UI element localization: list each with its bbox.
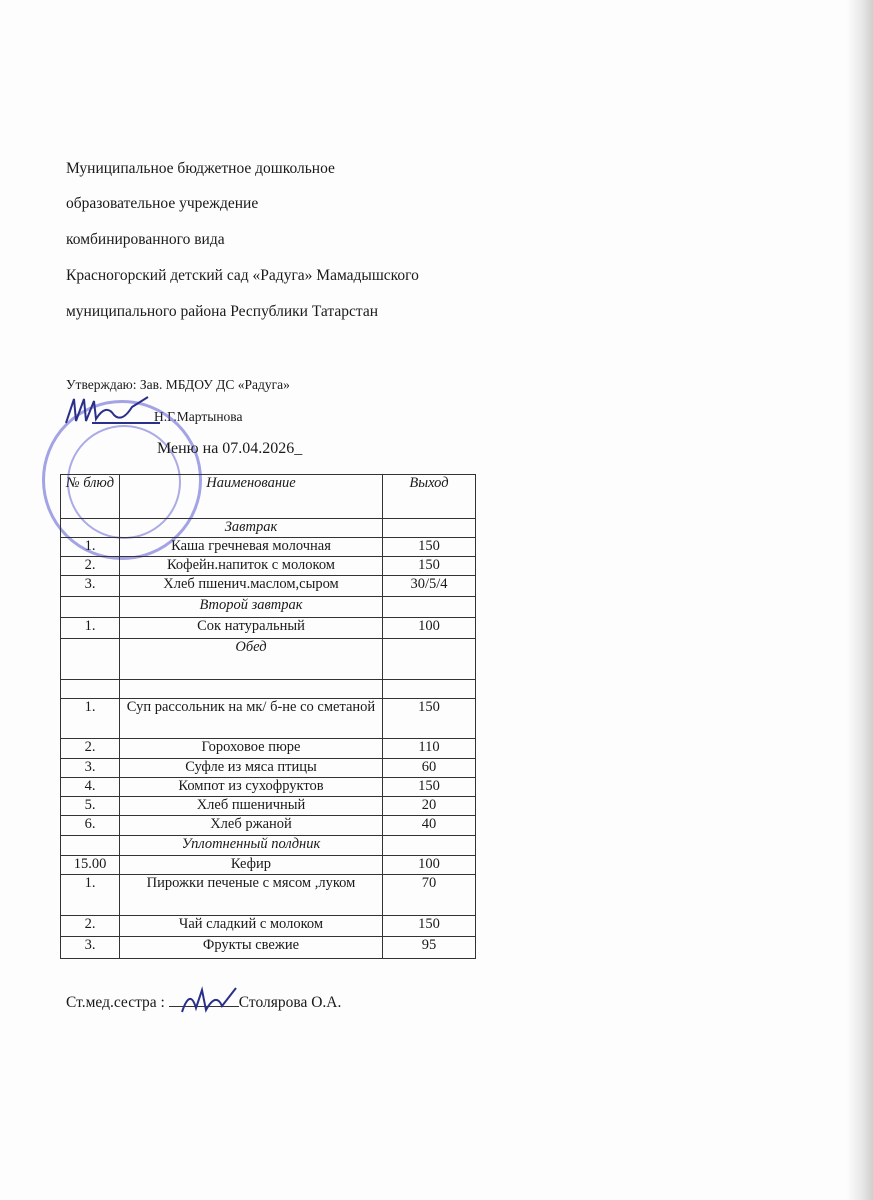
cell-empty bbox=[383, 836, 476, 856]
nurse-signature bbox=[176, 984, 246, 1016]
dish-output: 95 bbox=[383, 937, 476, 959]
dish-name: Каша гречневая молочная bbox=[120, 538, 383, 557]
dish-output bbox=[383, 680, 476, 699]
table-row bbox=[61, 538, 476, 557]
table-row bbox=[61, 739, 476, 759]
approval-line: Утверждаю: Зав. МБДОУ ДС «Радуга» bbox=[66, 377, 290, 392]
dish-name: Чай сладкий с молоком bbox=[120, 916, 383, 937]
table-row bbox=[61, 680, 476, 699]
section-name: Обед bbox=[120, 639, 383, 680]
dish-number: 1. bbox=[61, 875, 120, 916]
org-line-4: Красногорский детский сад «Радуга» Мамадышского bbox=[66, 267, 419, 284]
dish-name: Кофейн.напиток с молоком bbox=[120, 557, 383, 576]
table-header-row bbox=[61, 475, 476, 519]
table-row bbox=[61, 759, 476, 778]
dish-output: 40 bbox=[383, 816, 476, 836]
dish-output: 20 bbox=[383, 797, 476, 816]
table-row bbox=[61, 816, 476, 836]
cell-empty bbox=[61, 597, 120, 618]
dish-number: 3. bbox=[61, 576, 120, 597]
dish-name: Сок натуральный bbox=[120, 618, 383, 639]
dish-name: Фрукты свежие bbox=[120, 937, 383, 959]
dish-number: 3. bbox=[61, 937, 120, 959]
dish-output: 150 bbox=[383, 916, 476, 937]
section-row bbox=[61, 519, 476, 538]
table-row bbox=[61, 916, 476, 937]
section-row bbox=[61, 639, 476, 680]
dish-number: 3. bbox=[61, 759, 120, 778]
dish-output: 150 bbox=[383, 699, 476, 739]
org-line-1: Муниципальное бюджетное дошкольное bbox=[66, 160, 335, 177]
dish-number: 1. bbox=[61, 699, 120, 739]
dish-name: Компот из сухофруктов bbox=[120, 778, 383, 797]
dish-name: Суп рассольник на мк/ б-не со сметаной bbox=[120, 699, 383, 739]
menu-table bbox=[60, 474, 476, 959]
section-name: Уплотненный полдник bbox=[120, 836, 383, 856]
dish-number bbox=[61, 680, 120, 699]
section-name: Второй завтрак bbox=[120, 597, 383, 618]
dish-output: 150 bbox=[383, 557, 476, 576]
cell-empty bbox=[383, 519, 476, 538]
dish-output: 70 bbox=[383, 875, 476, 916]
section-row bbox=[61, 597, 476, 618]
header-number: № блюд bbox=[61, 475, 120, 519]
dish-output: 110 bbox=[383, 739, 476, 759]
dish-number: 1. bbox=[61, 618, 120, 639]
section-row bbox=[61, 836, 476, 856]
cell-empty bbox=[61, 836, 120, 856]
dish-name: Хлеб пшенич.маслом,сыром bbox=[120, 576, 383, 597]
table-row bbox=[61, 875, 476, 916]
dish-number: 6. bbox=[61, 816, 120, 836]
director-signature bbox=[62, 393, 162, 429]
dish-output: 100 bbox=[383, 618, 476, 639]
dish-number: 5. bbox=[61, 797, 120, 816]
dish-number: 15.00 bbox=[61, 856, 120, 875]
section-name: Завтрак bbox=[120, 519, 383, 538]
table-row bbox=[61, 778, 476, 797]
dish-name: Пирожки печеные с мясом ,луком bbox=[120, 875, 383, 916]
dish-output: 30/5/4 bbox=[383, 576, 476, 597]
footer-label: Ст.мед.сестра : bbox=[66, 994, 169, 1011]
table-row bbox=[61, 856, 476, 875]
org-line-5: муниципального района Республики Татарстан bbox=[66, 303, 379, 320]
table-row bbox=[61, 618, 476, 639]
dish-output: 100 bbox=[383, 856, 476, 875]
scan-edge-shadow bbox=[847, 0, 873, 1200]
dish-name: Хлеб пшеничный bbox=[120, 797, 383, 816]
header-output: Выход bbox=[383, 475, 476, 519]
nurse-name: Столярова О.А. bbox=[238, 994, 342, 1011]
menu-title: Меню на 07.04.2026_ bbox=[157, 440, 303, 457]
dish-number: 2. bbox=[61, 739, 120, 759]
dish-number: 1. bbox=[61, 538, 120, 557]
header-name: Наименование bbox=[120, 475, 383, 519]
dish-number: 2. bbox=[61, 557, 120, 576]
approver-name: Н.Г.Мартынова bbox=[154, 409, 243, 424]
dish-output: 60 bbox=[383, 759, 476, 778]
dish-number: 2. bbox=[61, 916, 120, 937]
table-row bbox=[61, 699, 476, 739]
cell-empty bbox=[61, 639, 120, 680]
cell-empty bbox=[383, 597, 476, 618]
org-line-3: комбинированного вида bbox=[66, 231, 225, 248]
table-row bbox=[61, 937, 476, 959]
cell-empty bbox=[61, 519, 120, 538]
dish-output: 150 bbox=[383, 778, 476, 797]
dish-name: Хлеб ржаной bbox=[120, 816, 383, 836]
table-row bbox=[61, 557, 476, 576]
dish-name: Гороховое пюре bbox=[120, 739, 383, 759]
table-row bbox=[61, 797, 476, 816]
dish-output: 150 bbox=[383, 538, 476, 557]
dish-name bbox=[120, 680, 383, 699]
dish-name: Суфле из мяса птицы bbox=[120, 759, 383, 778]
cell-empty bbox=[383, 639, 476, 680]
dish-name: Кефир bbox=[120, 856, 383, 875]
org-line-2: образовательное учреждение bbox=[66, 195, 259, 212]
dish-number: 4. bbox=[61, 778, 120, 797]
table-row bbox=[61, 576, 476, 597]
